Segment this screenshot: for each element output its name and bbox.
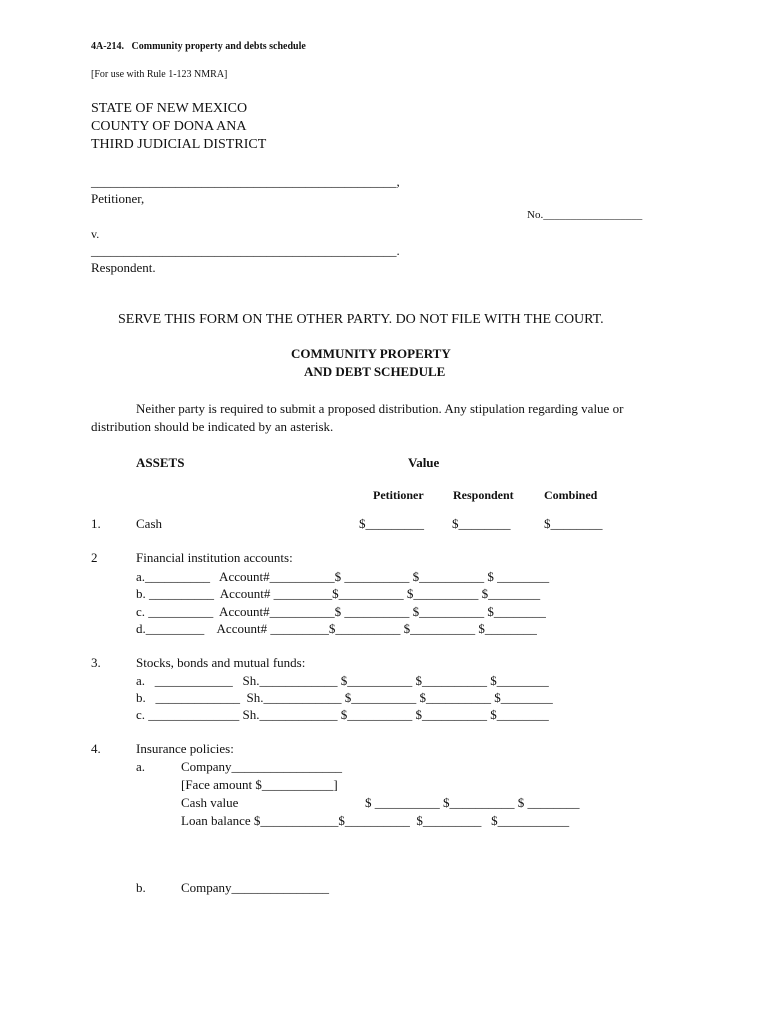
respondent-name-line[interactable]: _______________________________________________. <box>91 243 400 258</box>
cash-label: Cash <box>136 516 162 531</box>
financial-account-row[interactable]: b. __________ Account# _________$__________ $__________ $________ <box>136 586 541 601</box>
stock-row[interactable]: b. _____________ Sh.____________ $__________ $__________ $________ <box>136 690 553 705</box>
financial-account-row[interactable]: c. __________ Account#__________$ __________ $__________ $________ <box>136 604 546 619</box>
stock-row[interactable]: a. ____________ Sh.____________ $__________ $__________ $________ <box>136 673 549 688</box>
form-title-line1: COMMUNITY PROPERTY <box>291 346 451 361</box>
item-number: 2 <box>91 550 98 565</box>
item-number: 4. <box>91 741 101 756</box>
instructions-line2: distribution should be indicated by an asterisk. <box>91 419 334 434</box>
policy-a-company-field[interactable]: Company_________________ <box>181 759 343 774</box>
serve-notice: SERVE THIS FORM ON THE OTHER PARTY. DO NOT FILE WITH THE COURT. <box>118 312 604 327</box>
financial-accounts-label: Financial institution accounts: <box>136 550 293 565</box>
cash-value-fields[interactable]: $ __________ $__________ $ ________ <box>365 795 580 810</box>
caption-county: COUNTY OF DONA ANA <box>91 119 247 134</box>
instructions-line1: Neither party is required to submit a proposed distribution. Any stipulation regarding value or <box>136 401 624 416</box>
policy-a-label: a. <box>136 759 146 774</box>
stock-row[interactable]: c. ______________ Sh.____________ $__________ $__________ $________ <box>136 707 549 722</box>
respondent-column-heading: Respondent <box>453 488 514 502</box>
combined-column-heading: Combined <box>544 488 598 502</box>
cash-petitioner-field[interactable]: $_________ <box>359 516 424 531</box>
case-number-field[interactable]: No.__________________ <box>527 209 643 221</box>
rule-note: [For use with Rule 1-123 NMRA] <box>91 69 228 80</box>
item-number: 3. <box>91 655 101 670</box>
item-number: 1. <box>91 516 101 531</box>
cash-combined-field[interactable]: $________ <box>544 516 603 531</box>
cash-respondent-field[interactable]: $________ <box>452 516 511 531</box>
petitioner-column-heading: Petitioner <box>373 488 424 502</box>
form-title-line2: AND DEBT SCHEDULE <box>304 364 446 379</box>
stocks-label: Stocks, bonds and mutual funds: <box>136 655 306 670</box>
value-heading: Value <box>408 455 440 470</box>
petitioner-label: Petitioner, <box>91 191 145 206</box>
petitioner-name-line[interactable]: _______________________________________________, <box>91 174 400 189</box>
caption-state: STATE OF NEW MEXICO <box>91 101 248 116</box>
versus-label: v. <box>91 227 100 241</box>
caption-district: THIRD JUDICIAL DISTRICT <box>91 137 267 152</box>
financial-account-row[interactable]: d._________ Account# _________$__________ $__________ $________ <box>136 621 537 636</box>
financial-account-row[interactable]: a.__________ Account#__________$ __________ $__________ $ ________ <box>136 569 550 584</box>
respondent-label: Respondent. <box>91 260 156 275</box>
insurance-label: Insurance policies: <box>136 741 234 756</box>
rule-title: 4A-214. Community property and debts schedule <box>91 41 306 52</box>
assets-heading: ASSETS <box>136 455 185 470</box>
face-amount-field[interactable]: [Face amount $___________] <box>181 777 338 792</box>
cash-value-label: Cash value <box>181 795 239 810</box>
loan-balance-fields[interactable]: Loan balance $____________$__________ $_________ $___________ <box>181 813 570 828</box>
policy-b-company-field[interactable]: Company_______________ <box>181 880 330 895</box>
policy-b-label: b. <box>136 880 146 895</box>
